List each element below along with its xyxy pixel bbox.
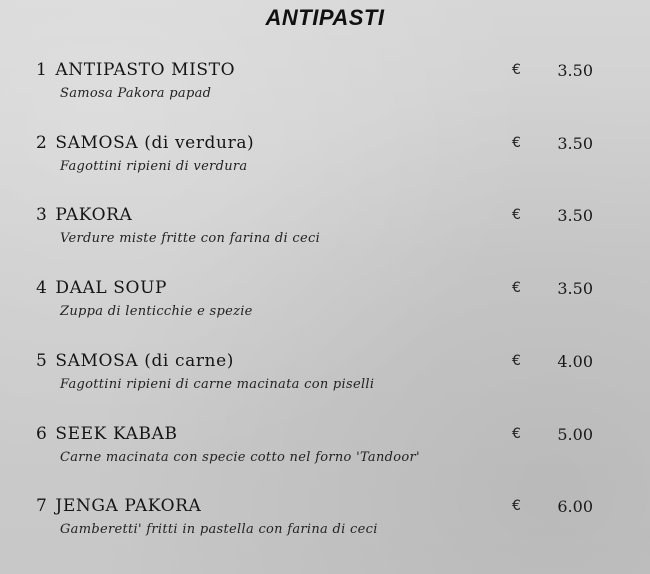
item-name: SEEK KABAB [55,424,178,444]
menu-item [0,351,650,411]
item-number: 5 [36,351,48,371]
item-number: 1 [36,60,48,80]
item-number: 4 [36,278,48,298]
menu-item [0,133,650,193]
currency-symbol: € [512,135,521,151]
item-description: Verdure miste fritte con farina di ceci [60,231,321,246]
menu-item [0,60,650,120]
menu-item [0,205,650,265]
item-name-line [36,424,178,444]
currency-symbol: € [512,280,521,296]
item-price: 6.00 [557,497,593,516]
item-description: Fagottini ripieni di verdura [60,159,248,174]
currency-symbol: € [512,62,521,78]
item-name: JENGA PAKORA [55,496,202,516]
item-name-line [36,278,167,298]
item-name: PAKORA [55,205,133,225]
item-price: 5.00 [557,425,593,444]
item-description: Fagottini ripieni di carne macinata con piselli [60,377,375,392]
item-name-line [36,496,201,516]
item-price: 3.50 [557,206,593,225]
item-name-line [36,60,235,80]
item-number: 6 [36,424,48,444]
item-number: 7 [36,496,48,516]
item-name: SAMOSA (di carne) [55,351,234,371]
item-number: 2 [36,133,48,153]
item-name: ANTIPASTO MISTO [55,60,236,80]
item-name-line [36,351,234,371]
currency-symbol: € [512,498,521,514]
section-title: ANTIPASTI [265,5,385,30]
item-name-line [36,205,132,225]
item-number: 3 [36,205,48,225]
item-name-line [36,133,254,153]
menu-item [0,278,650,338]
item-name: SAMOSA (di verdura) [55,133,255,153]
item-name: DAAL SOUP [55,278,168,298]
menu-item [0,496,650,556]
currency-symbol: € [512,426,521,442]
item-description: Gamberetti' fritti in pastella con farina di ceci [60,522,378,537]
item-description: Samosa Pakora papad [60,86,212,101]
item-description: Zuppa di lenticchie e spezie [60,304,253,319]
currency-symbol: € [512,207,521,223]
item-description: Carne macinata con specie cotto nel forno 'Tandoor' [60,450,420,465]
currency-symbol: € [512,353,521,369]
item-price: 3.50 [557,61,593,80]
menu-item [0,424,650,484]
item-price: 3.50 [557,134,593,153]
item-price: 4.00 [557,352,593,371]
item-price: 3.50 [557,279,593,298]
